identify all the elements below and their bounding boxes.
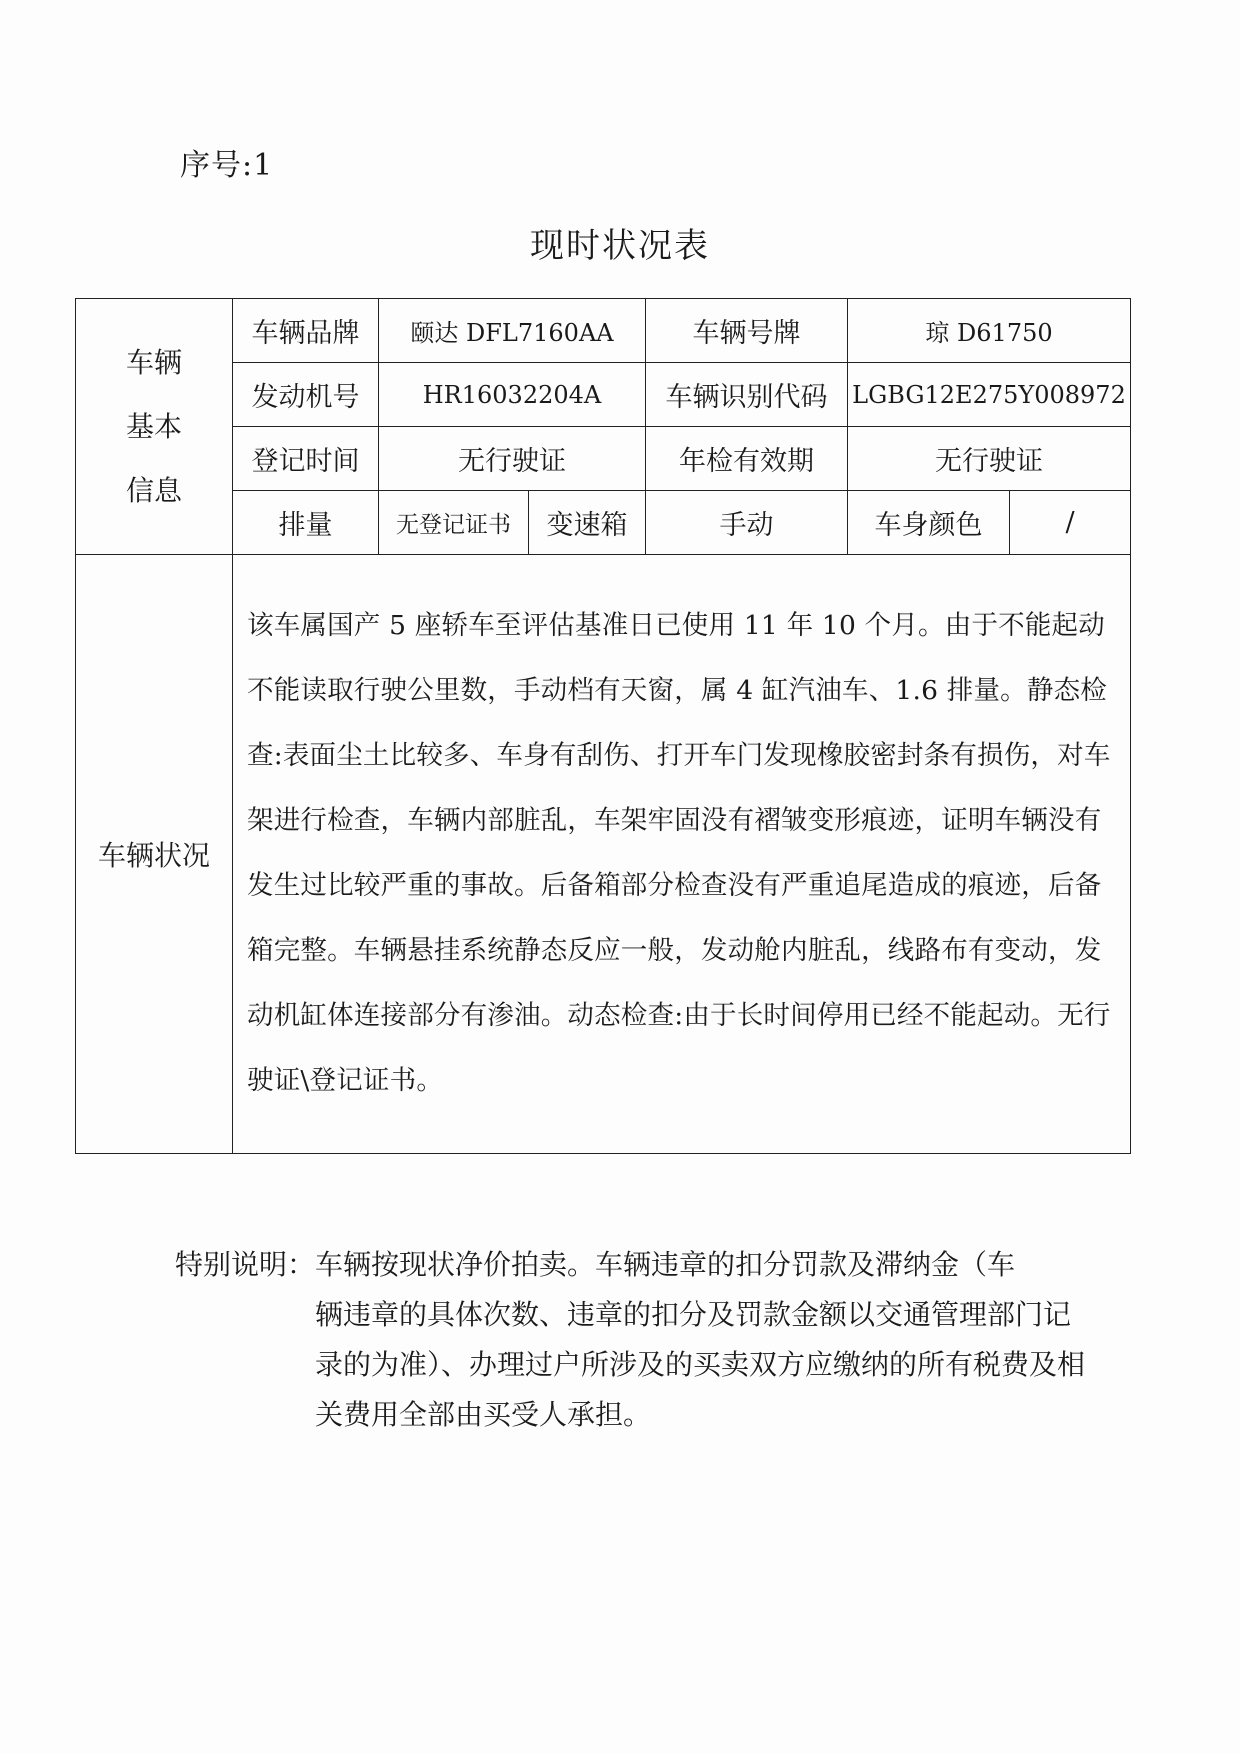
gearbox-label: 变速箱: [529, 491, 646, 555]
brand-value: 颐达 DFL7160AA: [379, 299, 646, 363]
table-row: [76, 363, 1131, 427]
engine-number-value: HR16032204A: [379, 363, 646, 427]
body-color-label: 车身颜色: [848, 491, 1010, 555]
document-title: 现时状况表: [530, 226, 710, 266]
table-row: [76, 555, 1131, 1154]
inspection-validity-label: 年检有效期: [646, 427, 848, 491]
condition-description: 该车属国产 5 座轿车至评估基准日已使用 11 年 10 个月。由于不能起动不能读取行驶公里数，手动档有天窗，属 4 缸汽油车、1.6 排量。静态检查:表面尘土比较多、车身有刮伤、打开车门发现橡胶密封条有损伤，对车架进行检查，车辆内部脏乱，车架牢固没有褶皱变形痕迹，证明车辆没有发生过比较严重的事故。后备箱部分检查没有严重追尾造成的痕迹，后备箱完整。车辆悬挂系统静态反应一般，发动舱内脏乱，线路布有变动，发动机缸体连接部分有渗油。动态检查:由于长时间停用已经不能起动。无行驶证\登记证书。: [233, 555, 1131, 1154]
engine-number-label: 发动机号: [233, 363, 379, 427]
plate-label: 车辆号牌: [646, 299, 848, 363]
serial-number: 序号:1: [180, 148, 274, 183]
special-note-body: [315, 1240, 1095, 1440]
special-note-label: 特别说明：: [175, 1248, 316, 1281]
displacement-label: 排量: [233, 491, 379, 555]
table-row: [76, 491, 1131, 555]
vin-label: 车辆识别代码: [646, 363, 848, 427]
plate-value: 琼 D61750: [848, 299, 1131, 363]
gearbox-value: 手动: [646, 491, 848, 555]
special-note-rest: 辆违章的具体次数、违章的扣分及罚款金额以交通管理部门记录的为准）、办理过户所涉及的买卖双方应缴纳的所有税费及相关费用全部由买受人承担。: [315, 1298, 1086, 1431]
inspection-validity-value: 无行驶证: [848, 427, 1131, 491]
condition-label: 车辆状况: [76, 555, 233, 1154]
table-row: [76, 427, 1131, 491]
registration-date-value: 无行驶证: [379, 427, 646, 491]
table-row: [76, 299, 1131, 363]
registration-date-label: 登记时间: [233, 427, 379, 491]
displacement-value: 无登记证书: [379, 491, 529, 555]
special-note-first-line: 车辆按现状净价拍卖。车辆违章的扣分罚款及滞纳金（车: [315, 1248, 1016, 1281]
vin-value: LGBG12E275Y008972: [848, 363, 1131, 427]
vehicle-status-table: [75, 298, 1131, 1154]
body-color-value: /: [1010, 491, 1131, 555]
brand-label: 车辆品牌: [233, 299, 379, 363]
basic-info-label: 车辆 基本 信息: [76, 299, 233, 555]
